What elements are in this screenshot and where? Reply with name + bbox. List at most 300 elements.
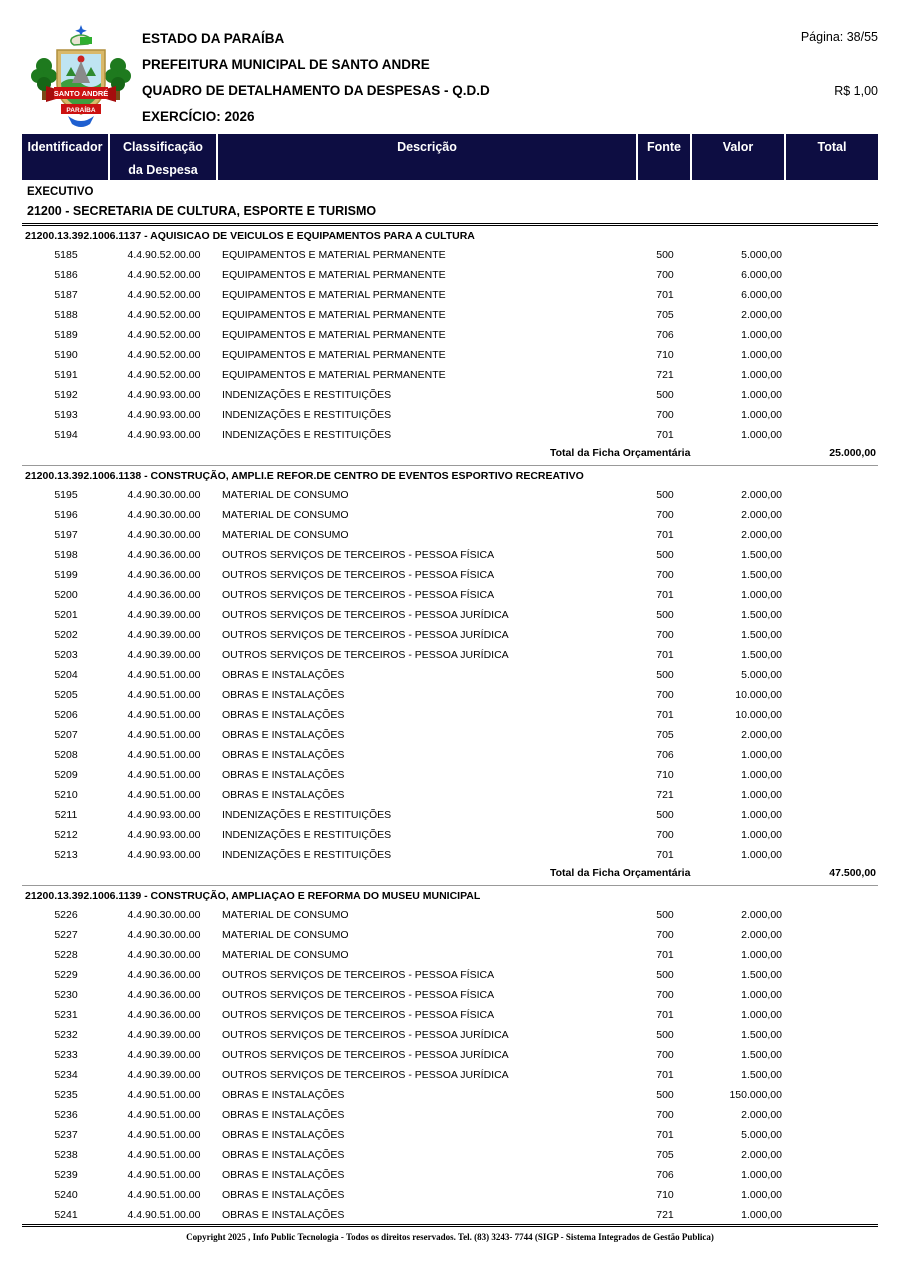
cell-classificacao: 4.4.90.30.00.00: [127, 489, 201, 501]
cell-valor: 10.000,00: [735, 689, 782, 701]
cell-classificacao: 4.4.90.51.00.00: [127, 1149, 201, 1161]
cell-valor: 1.500,00: [741, 629, 782, 641]
cell-fonte: 700: [656, 409, 674, 421]
table-row: [22, 805, 878, 825]
table-row: [22, 1105, 878, 1125]
table-row: [22, 765, 878, 785]
cell-descricao: OBRAS E INSTALAÇÕES: [222, 669, 345, 681]
cell-fonte: 701: [656, 429, 674, 441]
table-row: [22, 505, 878, 525]
cell-classificacao: 4.4.90.93.00.00: [127, 829, 201, 841]
fiscal-year: EXERCÍCIO: 2026: [142, 109, 255, 124]
cell-identificador: 5227: [54, 929, 78, 941]
cell-descricao: MATERIAL DE CONSUMO: [222, 909, 349, 921]
cell-fonte: 710: [656, 349, 674, 361]
cell-fonte: 700: [656, 989, 674, 1001]
cell-fonte: 721: [656, 789, 674, 801]
municipal-coat-of-arms-icon: [28, 24, 134, 128]
cell-classificacao: 4.4.90.93.00.00: [127, 409, 201, 421]
cell-fonte: 700: [656, 569, 674, 581]
cell-valor: 1.000,00: [741, 1189, 782, 1201]
logo-banner-top-text: SANTO ANDRÉ: [53, 89, 109, 98]
group-total-label: Total da Ficha Orçamentária: [550, 867, 691, 879]
table-row: [22, 625, 878, 645]
report-header: [0, 0, 900, 134]
cell-valor: 1.000,00: [741, 369, 782, 381]
cell-fonte: 701: [656, 1009, 674, 1021]
cell-identificador: 5196: [54, 509, 78, 521]
cell-descricao: EQUIPAMENTOS E MATERIAL PERMANENTE: [222, 289, 446, 301]
cell-classificacao: 4.4.90.36.00.00: [127, 1009, 201, 1021]
cell-descricao: OUTROS SERVIÇOS DE TERCEIROS - PESSOA FÍSICA: [222, 549, 495, 561]
cell-identificador: 5199: [54, 569, 78, 581]
cell-identificador: 5207: [54, 729, 78, 741]
cell-classificacao: 4.4.90.30.00.00: [127, 929, 201, 941]
cell-descricao: OBRAS E INSTALAÇÕES: [222, 1149, 345, 1161]
table-row: [22, 565, 878, 585]
power-section-label: EXECUTIVO: [27, 186, 94, 198]
cell-identificador: 5209: [54, 769, 78, 781]
column-header-classificacao: [110, 134, 218, 180]
cell-classificacao: 4.4.90.39.00.00: [127, 1049, 201, 1061]
logo-banner-bottom-text: PARAÍBA: [66, 107, 96, 114]
cell-valor: 1.500,00: [741, 1049, 782, 1061]
cell-valor: 1.000,00: [741, 329, 782, 341]
cell-fonte: 701: [656, 529, 674, 541]
cell-descricao: OUTROS SERVIÇOS DE TERCEIROS - PESSOA FÍSICA: [222, 569, 495, 581]
cell-valor: 2.000,00: [741, 529, 782, 541]
cell-fonte: 701: [656, 649, 674, 661]
cell-identificador: 5228: [54, 949, 78, 961]
cell-fonte: 500: [656, 609, 674, 621]
cell-valor: 1.500,00: [741, 569, 782, 581]
cell-valor: 1.000,00: [741, 349, 782, 361]
cell-valor: 1.000,00: [741, 829, 782, 841]
group-total-value: 47.500,00: [829, 867, 876, 879]
cell-descricao: INDENIZAÇÕES E RESTITUIÇÕES: [222, 849, 392, 861]
cell-classificacao: 4.4.90.93.00.00: [127, 389, 201, 401]
cell-descricao: OBRAS E INSTALAÇÕES: [222, 1189, 345, 1201]
cell-descricao: OUTROS SERVIÇOS DE TERCEIROS - PESSOA JURÍDICA: [222, 609, 509, 621]
cell-identificador: 5234: [54, 1069, 78, 1081]
cell-valor: 2.000,00: [741, 509, 782, 521]
cell-classificacao: 4.4.90.93.00.00: [127, 849, 201, 861]
cell-valor: 1.000,00: [741, 789, 782, 801]
cell-descricao: OBRAS E INSTALAÇÕES: [222, 1089, 345, 1101]
table-row: [22, 345, 878, 365]
cell-classificacao: 4.4.90.51.00.00: [127, 1109, 201, 1121]
cell-fonte: 700: [656, 829, 674, 841]
cell-descricao: INDENIZAÇÕES E RESTITUIÇÕES: [222, 809, 392, 821]
cell-classificacao: 4.4.90.36.00.00: [127, 589, 201, 601]
cell-fonte: 500: [656, 1089, 674, 1101]
cell-valor: 1.000,00: [741, 949, 782, 961]
table-row: [22, 285, 878, 305]
table-row: [22, 245, 878, 265]
logo-base: [68, 116, 94, 127]
cell-classificacao: 4.4.90.39.00.00: [127, 629, 201, 641]
cell-identificador: 5201: [54, 609, 78, 621]
cell-identificador: 5206: [54, 709, 78, 721]
cell-descricao: OBRAS E INSTALAÇÕES: [222, 1169, 345, 1181]
table-row: [22, 325, 878, 345]
cell-descricao: OBRAS E INSTALAÇÕES: [222, 1109, 345, 1121]
table-row: [22, 845, 878, 865]
table-row: [22, 1145, 878, 1165]
cell-classificacao: 4.4.90.51.00.00: [127, 689, 201, 701]
cell-fonte: 705: [656, 1149, 674, 1161]
cell-identificador: 5189: [54, 329, 78, 341]
table-row: [22, 605, 878, 625]
cell-fonte: 500: [656, 489, 674, 501]
cell-identificador: 5211: [54, 809, 78, 821]
cell-fonte: 710: [656, 769, 674, 781]
cell-classificacao: 4.4.90.36.00.00: [127, 549, 201, 561]
cell-valor: 2.000,00: [741, 909, 782, 921]
cell-identificador: 5187: [54, 289, 78, 301]
column-header-valor: Valor: [692, 134, 786, 180]
org-title-block: [142, 26, 490, 130]
cell-fonte: 500: [656, 249, 674, 261]
cell-classificacao: 4.4.90.30.00.00: [127, 509, 201, 521]
cell-valor: 1.500,00: [741, 649, 782, 661]
table-row: [22, 1185, 878, 1205]
cell-classificacao: 4.4.90.36.00.00: [127, 969, 201, 981]
cell-classificacao: 4.4.90.51.00.00: [127, 729, 201, 741]
cell-descricao: EQUIPAMENTOS E MATERIAL PERMANENTE: [222, 369, 446, 381]
cell-valor: 1.000,00: [741, 389, 782, 401]
table-row: [22, 305, 878, 325]
cell-identificador: 5208: [54, 749, 78, 761]
report-footer: [22, 1224, 878, 1242]
cell-fonte: 701: [656, 589, 674, 601]
cell-descricao: OUTROS SERVIÇOS DE TERCEIROS - PESSOA FÍSICA: [222, 1009, 495, 1021]
cell-identificador: 5200: [54, 589, 78, 601]
currency-unit: R$ 1,00: [834, 84, 878, 98]
column-header-classificacao-line2: da Despesa: [128, 163, 198, 177]
cell-valor: 1.500,00: [741, 609, 782, 621]
cell-valor: 1.000,00: [741, 989, 782, 1001]
cell-identificador: 5193: [54, 409, 78, 421]
cell-fonte: 500: [656, 809, 674, 821]
cell-identificador: 5233: [54, 1049, 78, 1061]
cell-fonte: 700: [656, 689, 674, 701]
table-row: [22, 965, 878, 985]
cell-valor: 1.500,00: [741, 549, 782, 561]
group-total-row: [22, 865, 878, 886]
cell-valor: 1.500,00: [741, 1069, 782, 1081]
cell-valor: 2.000,00: [741, 309, 782, 321]
cell-classificacao: 4.4.90.93.00.00: [127, 429, 201, 441]
table-row: [22, 1165, 878, 1185]
cell-valor: 2.000,00: [741, 1149, 782, 1161]
cell-identificador: 5237: [54, 1129, 78, 1141]
cell-identificador: 5239: [54, 1169, 78, 1181]
cell-classificacao: 4.4.90.93.00.00: [127, 809, 201, 821]
cell-identificador: 5203: [54, 649, 78, 661]
cell-identificador: 5241: [54, 1209, 78, 1221]
cell-fonte: 706: [656, 329, 674, 341]
column-header-fonte: Fonte: [638, 134, 692, 180]
column-header-identificador: Identificador: [22, 134, 110, 180]
cell-classificacao: 4.4.90.30.00.00: [127, 529, 201, 541]
column-header-total: Total: [817, 140, 847, 154]
table-row: [22, 925, 878, 945]
cell-descricao: OUTROS SERVIÇOS DE TERCEIROS - PESSOA JURÍDICA: [222, 1029, 509, 1041]
table-row: [22, 405, 878, 425]
cell-fonte: 701: [656, 709, 674, 721]
cell-valor: 10.000,00: [735, 709, 782, 721]
cell-classificacao: 4.4.90.51.00.00: [127, 1169, 201, 1181]
cell-descricao: INDENIZAÇÕES E RESTITUIÇÕES: [222, 389, 392, 401]
cell-identificador: 5195: [54, 489, 78, 501]
cell-descricao: OBRAS E INSTALAÇÕES: [222, 749, 345, 761]
cell-valor: 2.000,00: [741, 729, 782, 741]
column-header-classificacao-line1: Classificação: [123, 140, 203, 154]
cell-classificacao: 4.4.90.52.00.00: [127, 369, 201, 381]
cell-descricao: EQUIPAMENTOS E MATERIAL PERMANENTE: [222, 309, 446, 321]
table-row: [22, 905, 878, 925]
cell-descricao: INDENIZAÇÕES E RESTITUIÇÕES: [222, 829, 392, 841]
cell-fonte: 700: [656, 929, 674, 941]
cell-classificacao: 4.4.90.30.00.00: [127, 909, 201, 921]
cell-classificacao: 4.4.90.52.00.00: [127, 349, 201, 361]
cell-descricao: OUTROS SERVIÇOS DE TERCEIROS - PESSOA JURÍDICA: [222, 1069, 509, 1081]
cell-descricao: OUTROS SERVIÇOS DE TERCEIROS - PESSOA FÍSICA: [222, 589, 495, 601]
footer-rule: [22, 1224, 878, 1227]
cell-classificacao: 4.4.90.51.00.00: [127, 749, 201, 761]
table-row: [22, 665, 878, 685]
org-line-state: ESTADO DA PARAÍBA: [142, 31, 285, 46]
table-row: [22, 1085, 878, 1105]
cell-identificador: 5202: [54, 629, 78, 641]
cell-identificador: 5226: [54, 909, 78, 921]
cell-identificador: 5205: [54, 689, 78, 701]
cell-classificacao: 4.4.90.39.00.00: [127, 1069, 201, 1081]
cell-classificacao: 4.4.90.51.00.00: [127, 789, 201, 801]
cell-descricao: MATERIAL DE CONSUMO: [222, 529, 349, 541]
logo-banner-bottom: [61, 104, 101, 114]
cell-descricao: OUTROS SERVIÇOS DE TERCEIROS - PESSOA FÍSICA: [222, 989, 495, 1001]
cell-identificador: 5198: [54, 549, 78, 561]
table-row: [22, 725, 878, 745]
cell-classificacao: 4.4.90.51.00.00: [127, 1209, 201, 1221]
table-row: [22, 685, 878, 705]
cell-valor: 1.000,00: [741, 849, 782, 861]
department-section-label: 21200 - SECRETARIA DE CULTURA, ESPORTE E TURISMO: [22, 201, 878, 226]
cell-fonte: 500: [656, 549, 674, 561]
group-title: 21200.13.392.1006.1137 - AQUISICAO DE VEICULOS E EQUIPAMENTOS PARA A CULTURA: [25, 230, 475, 242]
table-row: [22, 945, 878, 965]
cell-valor: 2.000,00: [741, 489, 782, 501]
cell-fonte: 705: [656, 729, 674, 741]
cell-fonte: 500: [656, 1029, 674, 1041]
cell-classificacao: 4.4.90.51.00.00: [127, 709, 201, 721]
cell-valor: 1.500,00: [741, 969, 782, 981]
cell-descricao: EQUIPAMENTOS E MATERIAL PERMANENTE: [222, 349, 446, 361]
cell-identificador: 5197: [54, 529, 78, 541]
cell-classificacao: 4.4.90.36.00.00: [127, 989, 201, 1001]
cell-classificacao: 4.4.90.51.00.00: [127, 669, 201, 681]
cell-identificador: 5230: [54, 989, 78, 1001]
cell-valor: 5.000,00: [741, 1129, 782, 1141]
group-title: 21200.13.392.1006.1139 - CONSTRUÇÃO, AMPLIAÇAO E REFORMA DO MUSEU MUNICIPAL: [25, 890, 481, 902]
cell-descricao: MATERIAL DE CONSUMO: [222, 949, 349, 961]
report-title: QUADRO DE DETALHAMENTO DA DESPESAS - Q.D.D: [142, 83, 490, 98]
cell-valor: 1.000,00: [741, 749, 782, 761]
cell-descricao: OBRAS E INSTALAÇÕES: [222, 689, 345, 701]
cell-descricao: EQUIPAMENTOS E MATERIAL PERMANENTE: [222, 269, 446, 281]
cell-fonte: 721: [656, 1209, 674, 1221]
cell-descricao: OUTROS SERVIÇOS DE TERCEIROS - PESSOA JURÍDICA: [222, 649, 509, 661]
table-row: [22, 1045, 878, 1065]
table-row: [22, 1025, 878, 1045]
cell-fonte: 701: [656, 1069, 674, 1081]
cell-valor: 1.000,00: [741, 1009, 782, 1021]
cell-classificacao: 4.4.90.30.00.00: [127, 949, 201, 961]
cell-descricao: MATERIAL DE CONSUMO: [222, 509, 349, 521]
cell-classificacao: 4.4.90.39.00.00: [127, 1029, 201, 1041]
cell-fonte: 700: [656, 1049, 674, 1061]
cell-classificacao: 4.4.90.51.00.00: [127, 769, 201, 781]
table-row: [22, 745, 878, 765]
cell-descricao: OBRAS E INSTALAÇÕES: [222, 789, 345, 801]
table-body: [22, 226, 878, 1225]
cell-classificacao: 4.4.90.52.00.00: [127, 309, 201, 321]
group-total-label: Total da Ficha Orçamentária: [550, 447, 691, 459]
page-number: Página: 38/55: [800, 30, 878, 44]
cell-identificador: 5231: [54, 1009, 78, 1021]
cell-identificador: 5229: [54, 969, 78, 981]
table-row: [22, 545, 878, 565]
cell-valor: 150.000,00: [729, 1089, 782, 1101]
cell-identificador: 5185: [54, 249, 78, 261]
group-total-row: [22, 445, 878, 466]
cell-identificador: 5190: [54, 349, 78, 361]
cell-identificador: 5191: [54, 369, 78, 381]
table-row: [22, 425, 878, 445]
cell-descricao: OUTROS SERVIÇOS DE TERCEIROS - PESSOA JURÍDICA: [222, 629, 509, 641]
cell-fonte: 706: [656, 749, 674, 761]
cell-classificacao: 4.4.90.51.00.00: [127, 1189, 201, 1201]
cell-identificador: 5212: [54, 829, 78, 841]
cell-identificador: 5188: [54, 309, 78, 321]
expense-table: [22, 134, 878, 1225]
table-header: [22, 134, 878, 180]
table-row: [22, 645, 878, 665]
cell-valor: 5.000,00: [741, 669, 782, 681]
cell-descricao: EQUIPAMENTOS E MATERIAL PERMANENTE: [222, 249, 446, 261]
table-row: [22, 785, 878, 805]
cell-fonte: 700: [656, 629, 674, 641]
cell-descricao: OBRAS E INSTALAÇÕES: [222, 1209, 345, 1221]
org-line-municipality: PREFEITURA MUNICIPAL DE SANTO ANDRE: [142, 57, 430, 72]
cell-valor: 6.000,00: [741, 269, 782, 281]
cell-fonte: 700: [656, 509, 674, 521]
cell-classificacao: 4.4.90.39.00.00: [127, 609, 201, 621]
table-row: [22, 825, 878, 845]
cell-descricao: OBRAS E INSTALAÇÕES: [222, 729, 345, 741]
table-row: [22, 1005, 878, 1025]
cell-valor: 5.000,00: [741, 249, 782, 261]
cell-valor: 6.000,00: [741, 289, 782, 301]
cell-descricao: OBRAS E INSTALAÇÕES: [222, 769, 345, 781]
cell-valor: 1.000,00: [741, 409, 782, 421]
cell-fonte: 721: [656, 369, 674, 381]
cell-valor: 1.000,00: [741, 769, 782, 781]
cell-descricao: EQUIPAMENTOS E MATERIAL PERMANENTE: [222, 329, 446, 341]
cell-fonte: 706: [656, 1169, 674, 1181]
cell-valor: 2.000,00: [741, 929, 782, 941]
table-row: [22, 265, 878, 285]
cell-fonte: 705: [656, 309, 674, 321]
cell-classificacao: 4.4.90.52.00.00: [127, 289, 201, 301]
cell-valor: 1.000,00: [741, 809, 782, 821]
cell-descricao: OBRAS E INSTALAÇÕES: [222, 709, 345, 721]
table-row: [22, 705, 878, 725]
cell-fonte: 710: [656, 1189, 674, 1201]
table-row: [22, 985, 878, 1005]
cell-fonte: 700: [656, 1109, 674, 1121]
logo-crest-flag: [80, 37, 92, 44]
cell-descricao: OUTROS SERVIÇOS DE TERCEIROS - PESSOA FÍSICA: [222, 969, 495, 981]
group-title: 21200.13.392.1006.1138 - CONSTRUÇÃO, AMPLI.E REFOR.DE CENTRO DE EVENTOS ESPORTIVO RECREATIVO: [25, 470, 584, 482]
cell-classificacao: 4.4.90.39.00.00: [127, 649, 201, 661]
cell-valor: 1.500,00: [741, 1029, 782, 1041]
table-row: [22, 585, 878, 605]
cell-identificador: 5194: [54, 429, 78, 441]
cell-classificacao: 4.4.90.51.00.00: [127, 1129, 201, 1141]
cell-valor: 2.000,00: [741, 1109, 782, 1121]
cell-valor: 1.000,00: [741, 589, 782, 601]
cell-identificador: 5210: [54, 789, 78, 801]
cell-fonte: 701: [656, 289, 674, 301]
cell-fonte: 701: [656, 849, 674, 861]
cell-classificacao: 4.4.90.51.00.00: [127, 1089, 201, 1101]
table-row: [22, 1065, 878, 1085]
cell-fonte: 700: [656, 269, 674, 281]
table-row: [22, 1205, 878, 1225]
group-total-value: 25.000,00: [829, 447, 876, 459]
cell-identificador: 5238: [54, 1149, 78, 1161]
cell-valor: 1.000,00: [741, 429, 782, 441]
cell-classificacao: 4.4.90.52.00.00: [127, 269, 201, 281]
cell-descricao: INDENIZAÇÕES E RESTITUIÇÕES: [222, 429, 392, 441]
cell-descricao: MATERIAL DE CONSUMO: [222, 929, 349, 941]
cell-classificacao: 4.4.90.52.00.00: [127, 249, 201, 261]
cell-identificador: 5240: [54, 1189, 78, 1201]
cell-descricao: MATERIAL DE CONSUMO: [222, 489, 349, 501]
table-row: [22, 385, 878, 405]
cell-classificacao: 4.4.90.52.00.00: [127, 329, 201, 341]
cell-fonte: 500: [656, 389, 674, 401]
cell-fonte: 500: [656, 969, 674, 981]
table-row: [22, 485, 878, 505]
cell-identificador: 5236: [54, 1109, 78, 1121]
cell-identificador: 5186: [54, 269, 78, 281]
cell-identificador: 5204: [54, 669, 78, 681]
cell-identificador: 5235: [54, 1089, 78, 1101]
copyright-text: Copyright 2025 , Info Public Tecnologia - Todos os direitos reservados. Tel. (83) 3243- 7744 (SIGP - Sistema Integrados de Gestão Publica): [186, 1232, 714, 1242]
cell-fonte: 500: [656, 669, 674, 681]
cell-identificador: 5213: [54, 849, 78, 861]
column-header-descricao: Descrição: [218, 134, 638, 180]
cell-identificador: 5232: [54, 1029, 78, 1041]
table-row: [22, 525, 878, 545]
cell-classificacao: 4.4.90.36.00.00: [127, 569, 201, 581]
cell-descricao: OUTROS SERVIÇOS DE TERCEIROS - PESSOA JURÍDICA: [222, 1049, 509, 1061]
cell-fonte: 701: [656, 949, 674, 961]
